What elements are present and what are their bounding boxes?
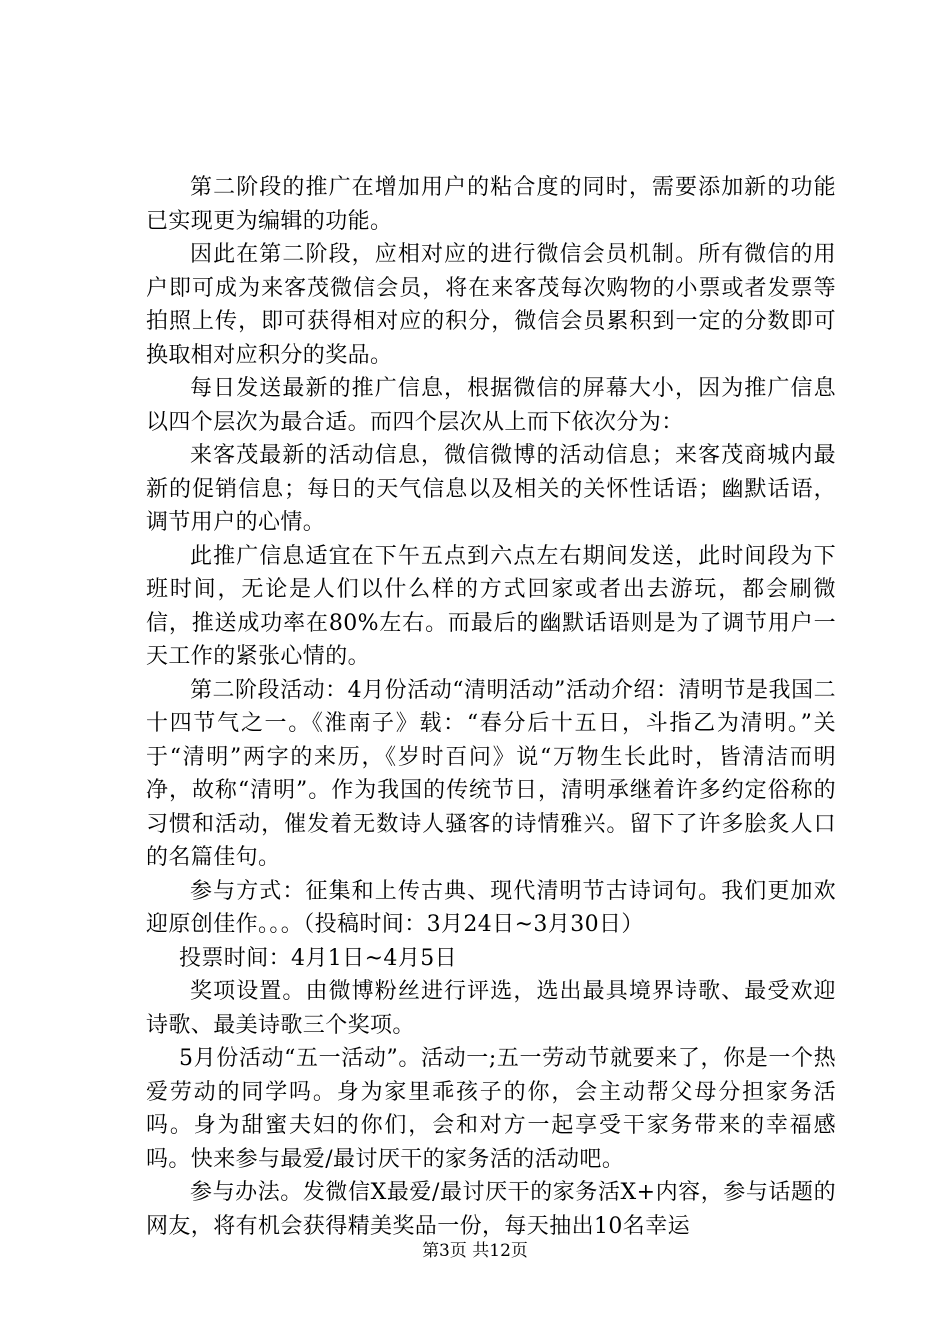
paragraph-member-mechanism: 因此在第二阶段，应相对应的进行微信会员机制。所有微信的用户即可成为来客茂微信会员，将在来客茂每次购物的小票或者发票等拍照上传，即可获得相对应的积分，微信会员累积到一定的分数即可换取相对应积分的奖品。 [146,242,836,368]
paragraph-award-setup: 奖项设置。由微博粉丝进行评选，选出最具境界诗歌、最受欢迎诗歌、最美诗歌三个奖项。 [146,979,836,1038]
paragraph-four-levels: 来客茂最新的活动信息，微信微博的活动信息；来客茂商城内最新的促销信息；每日的天气信息以及相关的关怀性话语；幽默话语，调节用户的心情。 [146,443,836,535]
paragraph-daily-push: 每日发送最新的推广信息，根据微信的屏幕大小，因为推广信息以四个层次为最合适。而四个层次从上而下依次分为： [146,376,836,435]
paragraph-participation-method: 参与方式：征集和上传古典、现代清明节古诗词句。我们更加欢迎原创佳作。。。（投稿时间：3月24日~3月30日） [146,878,836,937]
paragraph-april-activity: 第二阶段活动：4月份活动“清明活动”活动介绍：清明节是我国二十四节气之一。《淮南子》载：“春分后十五日，斗指乙为清明。”关于“清明”两字的来历，《岁时百问》说“万物生长此时，皆清洁而明净，故称“清明”。作为我国的传统节日，清明承继着许多约定俗称的习惯和活动，催发着无数诗人骚客的诗情雅兴。留下了许多脍炙人口的名篇佳句。 [146,677,836,870]
paragraph-send-time: 此推广信息适宜在下午五点到六点左右期间发送，此时间段为下班时间，无论是人们以什么样的方式回家或者出去游玩，都会刷微信，推送成功率在80%左右。而最后的幽默话语则是为了调节用户一天工作的紧张心情的。 [146,543,836,669]
paragraph-voting-time: 投票时间：4月1日~4月5日 [179,945,458,971]
paragraph-stage-two-intro: 第二阶段的推广在增加用户的粘合度的同时，需要添加新的功能已实现更为编辑的功能。 [146,175,836,234]
page-number-footer: 第3页 共12页 [422,1241,528,1261]
document-body [146,171,836,1243]
paragraph-participation-rules: 参与办法。发微信X最爱/最讨厌干的家务活X+内容，参与话题的网友，将有机会获得精美奖品一份，每天抽出10名幸运 [146,1180,836,1239]
paragraph-may-activity: 5月份活动“五一活动”。活动一;五一劳动节就要来了，你是一个热爱劳动的同学吗。身为家里乖孩子的你，会主动帮父母分担家务活吗。身为甜蜜夫妇的你们，会和对方一起享受干家务带来的幸福感吗。快来参与最爱/最讨厌干的家务活的活动吧。 [146,1046,836,1172]
